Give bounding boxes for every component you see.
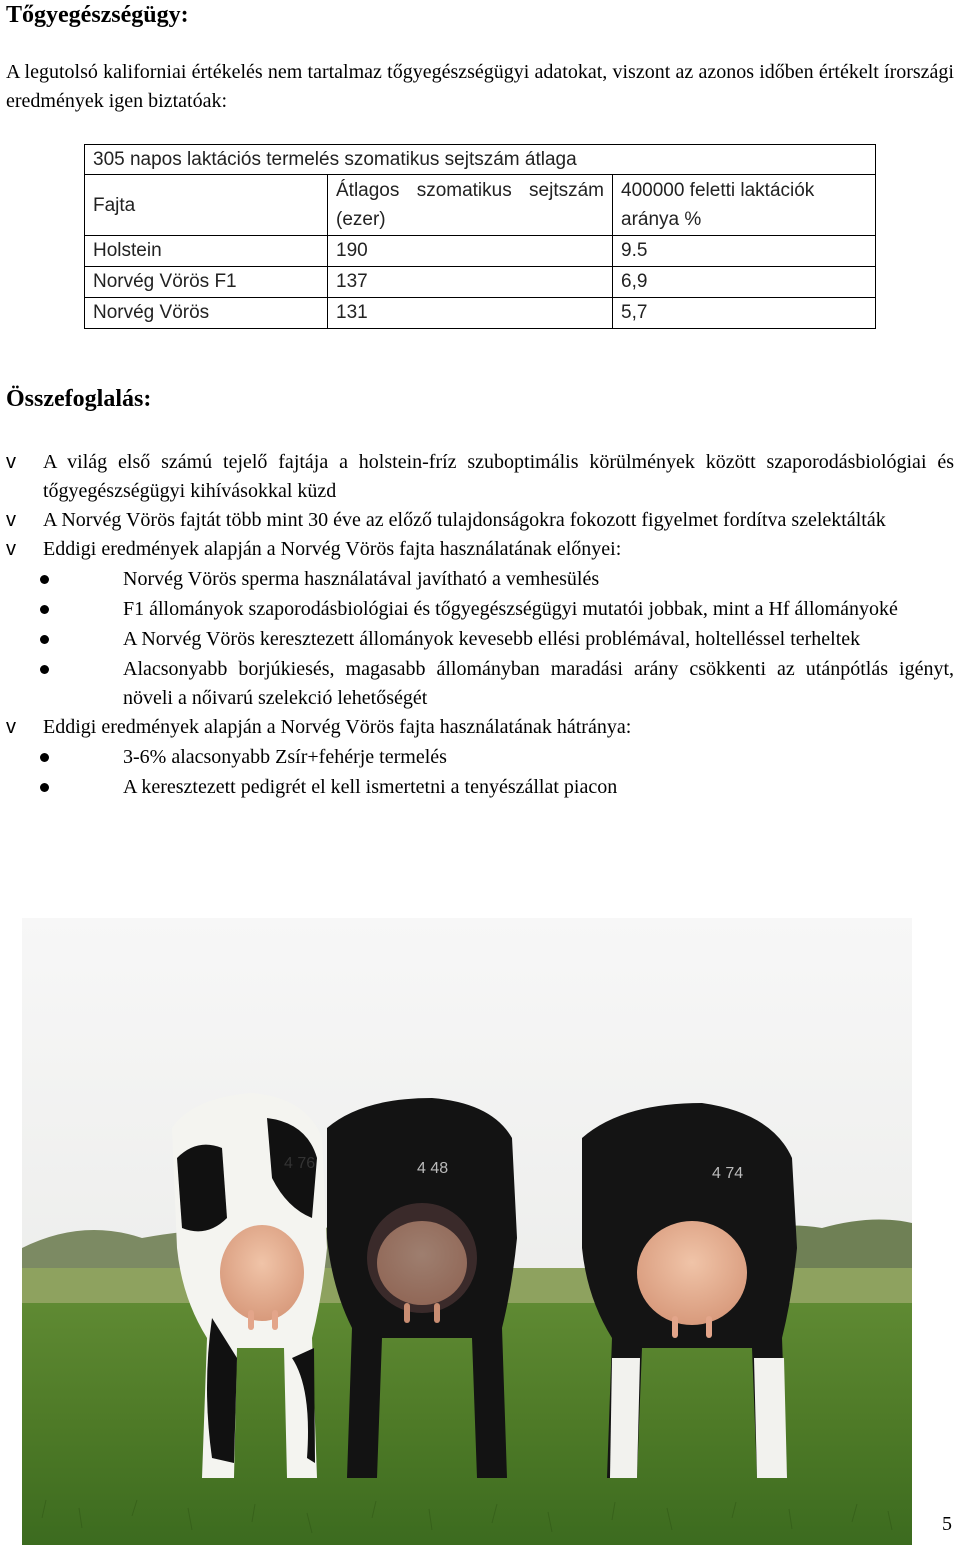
list-item-text: A Norvég Vörös fajtát több mint 30 éve az előző tulajdonságokra fokozott figyelmet fordítva szelektálták — [43, 509, 886, 531]
table-row — [85, 267, 876, 298]
table-header-breed: Fajta — [85, 175, 328, 236]
check-marker-icon: v — [6, 451, 16, 473]
table-cell: 9.5 — [613, 236, 876, 267]
cow-number-2: 4 48 — [417, 1160, 449, 1177]
list-item — [0, 535, 960, 564]
bullet-icon — [40, 753, 49, 762]
table-row — [85, 298, 876, 329]
page-number: 5 — [942, 1513, 952, 1535]
list-item-text: A világ első számú tejelő fajtája a holstein-fríz szuboptimális körülmények között szaporodásbiológiai és tőgyegészségügyi kihívásokkal küzd — [43, 451, 954, 502]
cow-number-1: 4 76 — [284, 1155, 316, 1172]
list-item-text: Eddigi eredmények alapján a Norvég Vörös fajta használatának hátránya: — [43, 716, 632, 738]
bullet-item-text: 3-6% alacsonyabb Zsír+fehérje termelés — [123, 746, 447, 768]
table-row — [85, 236, 876, 267]
table-cell: 5,7 — [613, 298, 876, 329]
somatic-cell-table — [84, 144, 876, 329]
check-marker-icon: v — [6, 509, 16, 531]
list-item — [0, 448, 960, 506]
table-cell: Norvég Vörös — [85, 298, 328, 329]
table-cell: 131 — [328, 298, 613, 329]
check-marker-icon: v — [6, 716, 16, 738]
bullet-item — [0, 655, 960, 713]
bullet-item-text: Norvég Vörös sperma használatával javítható a vemhesülés — [123, 568, 600, 590]
bullet-item — [0, 773, 960, 802]
bullet-item — [0, 743, 960, 772]
section-heading-summary: Összefoglalás: — [6, 386, 152, 412]
bullet-item — [0, 595, 960, 624]
bullet-item — [0, 625, 960, 654]
table-cell: 190 — [328, 236, 613, 267]
check-marker-icon: v — [6, 538, 16, 560]
cows-photo — [22, 918, 912, 1545]
summary-list — [0, 448, 960, 802]
section-heading-udder-health: Tőgyegészségügy: — [6, 2, 189, 28]
intro-paragraph: A legutolsó kaliforniai értékelés nem tartalmaz tőgyegészségügyi adatokat, viszont az azonos időben értékelt írországi eredmények igen biztatóak: — [6, 61, 954, 112]
bullet-item — [0, 565, 960, 594]
list-item — [0, 506, 960, 535]
table-cell: 6,9 — [613, 267, 876, 298]
cows-photo-illustration — [22, 918, 912, 1545]
list-item — [0, 713, 960, 742]
table-cell: Holstein — [85, 236, 328, 267]
list-item-text: Eddigi eredmények alapján a Norvég Vörös fajta használatának előnyei: — [43, 538, 622, 560]
bullet-item-text: A Norvég Vörös keresztezett állományok kevesebb ellési problémával, holtelléssel terheltek — [123, 628, 861, 650]
bullet-item-text: Alacsonyabb borjúkiesés, magasabb állományban maradási arány csökkenti az utánpótlás igényt, növeli a nőivarú szelekció lehetőségét — [123, 658, 954, 709]
bullet-icon — [40, 665, 49, 674]
table-cell: 137 — [328, 267, 613, 298]
bullet-item-text: A keresztezett pedigrét el kell ismertetni a tenyészállat piacon — [123, 776, 618, 798]
bullet-icon — [40, 635, 49, 644]
table-header-ratio-above: 400000 feletti laktációk aránya % — [613, 175, 876, 236]
table-cell: Norvég Vörös F1 — [85, 267, 328, 298]
bullet-icon — [40, 605, 49, 614]
cow-number-3: 4 74 — [712, 1165, 744, 1182]
table-header-avg-cell-count: Átlagos szomatikus sejtszám (ezer) — [328, 175, 613, 236]
bullet-icon — [40, 575, 49, 584]
bullet-item-text: F1 állományok szaporodásbiológiai és tőgyegészségügyi mutatói jobbak, mint a Hf állományoké — [123, 598, 898, 620]
table-caption: 305 napos laktációs termelés szomatikus sejtszám átlaga — [85, 145, 876, 175]
bullet-icon — [40, 783, 49, 792]
